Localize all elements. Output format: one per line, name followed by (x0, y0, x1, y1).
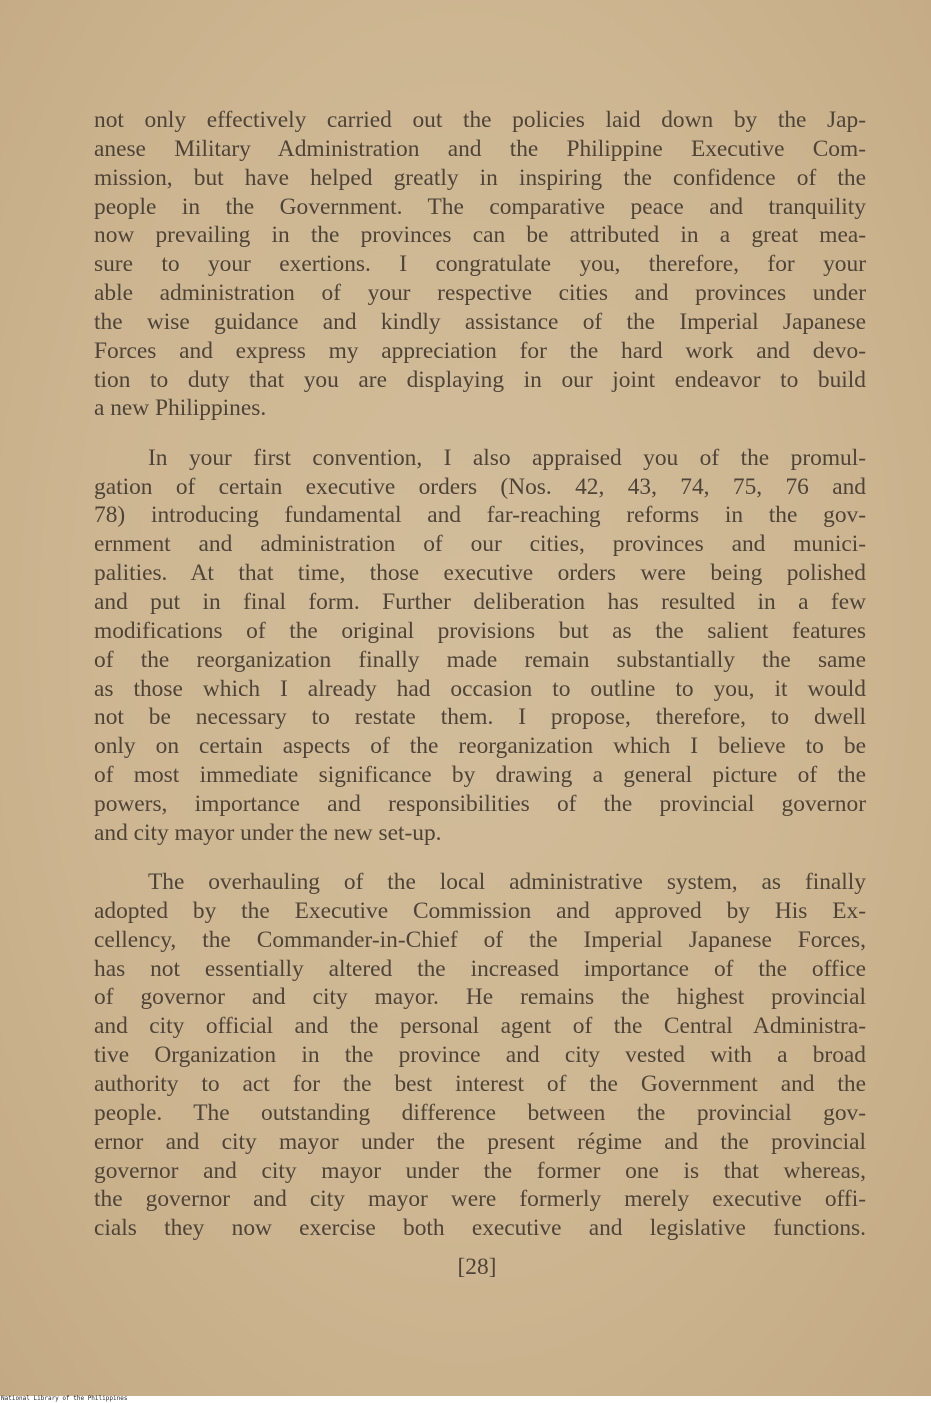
footer-strip (0, 1396, 931, 1403)
text-line: tion to duty that you are displaying in our joint endeavor to build (94, 366, 866, 393)
text-line: the wise guidance and kindly assistance of the Imperial Japanese (94, 308, 866, 335)
text-line: palities. At that time, those executive orders were being polished (94, 560, 866, 587)
text-line: of governor and city mayor. He remains the highest provincial (94, 984, 866, 1011)
text-line: anese Military Administration and the Philippine Executive Com- (94, 135, 866, 162)
text-line: people in the Government. The comparative peace and tranquility (94, 193, 866, 220)
text-line: and put in final form. Further deliberation has resulted in a few (94, 589, 866, 615)
text-line: ernor and city mayor under the present régime and the provincial (94, 1128, 866, 1155)
page-number: [28] (457, 1254, 497, 1280)
text-line: sure to your exertions. I congratulate you, therefore, for your (94, 251, 866, 278)
text-line: able administration of your respective cities and provinces under (94, 280, 866, 307)
text-line: the governor and city mayor were formerly merely executive offi- (94, 1186, 866, 1213)
text-line: only on certain aspects of the reorganization which I believe to be (94, 733, 866, 760)
body-text (94, 106, 866, 1243)
paragraph-gap (94, 423, 866, 444)
paragraph-2 (94, 444, 866, 848)
paragraph-gap (94, 848, 866, 869)
paragraph-3 (94, 868, 866, 1243)
text-line: not only effectively carried out the policies laid down by the Jap- (94, 107, 866, 133)
text-line: tive Organization in the province and city vested with a broad (94, 1042, 866, 1069)
text-line: as those which I already had occasion to outline to you, it would (94, 675, 866, 702)
text-line: In your first convention, I also appraised you of the promul- (148, 444, 866, 471)
text-line: ernment and administration of our cities, provinces and munici- (94, 531, 866, 558)
footer-credit: National Library of the Philippines (1, 1395, 128, 1402)
text-line: adopted by the Executive Commission and approved by His Ex- (94, 897, 866, 924)
text-line: cellency, the Commander-in-Chief of the Imperial Japanese Forces, (94, 926, 866, 953)
text-line: of the reorganization finally made remain substantially the same (94, 646, 866, 673)
text-line: now prevailing in the provinces can be attributed in a great mea- (94, 222, 866, 249)
text-line: of most immediate significance by drawing a general picture of the (94, 762, 866, 789)
text-line: powers, importance and responsibilities of the provincial governor (94, 790, 866, 817)
text-line: people. The outstanding difference between the provincial gov- (94, 1099, 866, 1126)
text-line: 78) introducing fundamental and far-reaching reforms in the gov- (94, 502, 866, 529)
text-line: mission, but have helped greatly in inspiring the confidence of the (94, 164, 866, 191)
text-line: governor and city mayor under the former one is that whereas, (94, 1157, 866, 1184)
text-line: modifications of the original provisions but as the salient features (94, 617, 866, 644)
text-line: and city official and the personal agent of the Central Administra- (94, 1013, 866, 1040)
text-line: authority to act for the best interest of the Government and the (94, 1071, 866, 1097)
text-line: cials they now exercise both executive and legislative functions. (94, 1215, 866, 1242)
text-line: not be necessary to restate them. I propose, therefore, to dwell (94, 704, 866, 731)
text-line: has not essentially altered the increased importance of the office (94, 955, 866, 982)
text-line: The overhauling of the local administrative system, as finally (148, 869, 866, 896)
text-line: and city mayor under the new set-up. (94, 819, 442, 846)
text-line: gation of certain executive orders (Nos. 42, 43, 74, 75, 76 and (94, 473, 866, 500)
paragraph-1 (94, 106, 866, 423)
text-line: a new Philippines. (94, 395, 267, 422)
text-line: Forces and express my appreciation for the hard work and devo- (94, 337, 866, 364)
